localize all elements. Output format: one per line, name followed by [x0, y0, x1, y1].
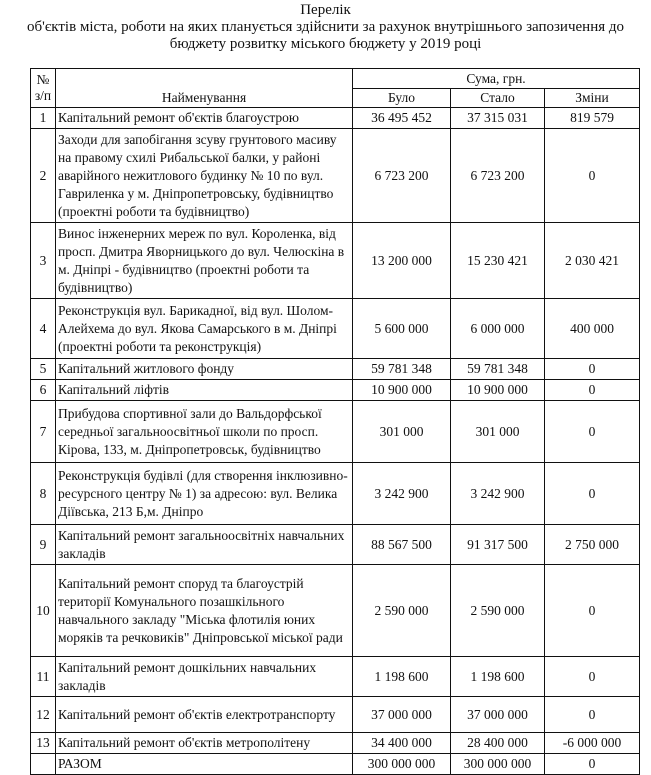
- row-was: 2 590 000: [353, 565, 451, 657]
- total-row: [31, 754, 640, 775]
- row-number: 2: [31, 129, 56, 223]
- header-was: Було: [353, 89, 451, 108]
- row-name: Капітальний ремонт об'єктів електротранспорту: [56, 697, 353, 733]
- row-became: 1 198 600: [451, 657, 545, 697]
- total-became: 300 000 000: [451, 754, 545, 775]
- objects-table: [30, 68, 640, 775]
- row-became: 10 900 000: [451, 380, 545, 401]
- total-label: РАЗОМ: [56, 754, 353, 775]
- row-changes: 0: [545, 401, 640, 463]
- row-became: 91 317 500: [451, 525, 545, 565]
- row-became: 37 000 000: [451, 697, 545, 733]
- header-sum: Сума, грн.: [353, 69, 640, 89]
- table-row: [31, 565, 640, 657]
- row-name: Капітальний ремонт загальноосвітніх навчальних закладів: [56, 525, 353, 565]
- table-row: [31, 380, 640, 401]
- row-became: 6 723 200: [451, 129, 545, 223]
- row-was: 301 000: [353, 401, 451, 463]
- row-became: 15 230 421: [451, 223, 545, 299]
- row-was: 88 567 500: [353, 525, 451, 565]
- header-number-line-1: №: [36, 72, 50, 87]
- table-row: [31, 657, 640, 697]
- row-became: 3 242 900: [451, 463, 545, 525]
- row-number: 12: [31, 697, 56, 733]
- row-changes: 0: [545, 463, 640, 525]
- row-changes: 2 750 000: [545, 525, 640, 565]
- row-name: Заходи для запобігання зсуву грунтового масиву на правому схилі Рибальської балки, у районі аварійного нежитлового будинку № 10 по вул. Гавриленка у м. Дніпропетровську, будівництво (проектні роботи та будівництво): [56, 129, 353, 223]
- row-changes: -6 000 000: [545, 733, 640, 754]
- row-name: Реконструкція будівлі (для створення інклюзивно-ресурсного центру № 1) за адресою: вул. Велика Діївська, 213 Б,м. Дніпро: [56, 463, 353, 525]
- row-number: 10: [31, 565, 56, 657]
- row-became: 28 400 000: [451, 733, 545, 754]
- row-was: 5 600 000: [353, 299, 451, 359]
- row-was: 6 723 200: [353, 129, 451, 223]
- table-row: [31, 299, 640, 359]
- row-was: 13 200 000: [353, 223, 451, 299]
- total-changes: 0: [545, 754, 640, 775]
- row-changes: 0: [545, 565, 640, 657]
- row-became: 2 590 000: [451, 565, 545, 657]
- header-name: Найменування: [56, 69, 353, 108]
- row-name: Прибудова спортивної зали до Вальдорфської середньої загальноосвітньої школи по просп. Кірова, 133, м. Дніпропетровськ, будівництво: [56, 401, 353, 463]
- header-number: [31, 69, 56, 108]
- row-name: Капітальний ремонт споруд та благоустрій території Комунального позашкільного навчального закладу "Міська флотилія юних моряків та речковиків" Дніпровської міської ради: [56, 565, 353, 657]
- row-name: Реконструкція вул. Барикадної, від вул. Шолом-Алейхема до вул. Якова Самарського в м. Дніпрі (проектні роботи та реконструкція): [56, 299, 353, 359]
- row-changes: 0: [545, 697, 640, 733]
- table-row: [31, 108, 640, 129]
- heading-line-3: бюджету розвитку міського бюджету у 2019 році: [169, 36, 482, 52]
- table-row: [31, 733, 640, 754]
- row-name: Капітальний ремонт об'єктів благоустрою: [56, 108, 353, 129]
- row-was: 36 495 452: [353, 108, 451, 129]
- row-changes: 819 579: [545, 108, 640, 129]
- heading-line-2: об'єктів міста, роботи на яких планується здійснити за рахунок внутрішнього запозичення до: [26, 19, 624, 35]
- row-was: 37 000 000: [353, 697, 451, 733]
- table-row: [31, 401, 640, 463]
- row-number: 5: [31, 359, 56, 380]
- row-changes: 2 030 421: [545, 223, 640, 299]
- table-row: [31, 223, 640, 299]
- row-number: 8: [31, 463, 56, 525]
- row-was: 59 781 348: [353, 359, 451, 380]
- table-row: [31, 129, 640, 223]
- row-number: 3: [31, 223, 56, 299]
- row-changes: 0: [545, 129, 640, 223]
- table-row: [31, 697, 640, 733]
- row-became: 301 000: [451, 401, 545, 463]
- row-name: Винос інженерних мереж по вул. Короленка, від просп. Дмитра Яворницького до вул. Челюскіна в м. Дніпрі - будівництво (проектні роботи та будівництво): [56, 223, 353, 299]
- row-name: Капітальний ліфтів: [56, 380, 353, 401]
- row-number: 1: [31, 108, 56, 129]
- header-became: Стало: [451, 89, 545, 108]
- heading-line-1: Перелік: [300, 2, 351, 18]
- total-was: 300 000 000: [353, 754, 451, 775]
- row-number: 7: [31, 401, 56, 463]
- document-heading: [0, 2, 651, 53]
- row-changes: 0: [545, 380, 640, 401]
- row-became: 6 000 000: [451, 299, 545, 359]
- row-became: 37 315 031: [451, 108, 545, 129]
- table-row: [31, 525, 640, 565]
- row-name: Капітальний житлового фонду: [56, 359, 353, 380]
- row-was: 1 198 600: [353, 657, 451, 697]
- row-number: 9: [31, 525, 56, 565]
- total-number: [31, 754, 56, 775]
- table-row: [31, 463, 640, 525]
- row-was: 3 242 900: [353, 463, 451, 525]
- row-changes: 0: [545, 657, 640, 697]
- row-name: Капітальний ремонт об'єктів метрополітену: [56, 733, 353, 754]
- row-number: 4: [31, 299, 56, 359]
- row-was: 34 400 000: [353, 733, 451, 754]
- row-changes: 0: [545, 359, 640, 380]
- row-name: Капітальний ремонт дошкільних навчальних закладів: [56, 657, 353, 697]
- row-changes: 400 000: [545, 299, 640, 359]
- row-number: 11: [31, 657, 56, 697]
- header-number-line-2: з/п: [34, 88, 52, 103]
- row-was: 10 900 000: [353, 380, 451, 401]
- row-number: 13: [31, 733, 56, 754]
- table-row: [31, 359, 640, 380]
- row-became: 59 781 348: [451, 359, 545, 380]
- header-changes: Зміни: [545, 89, 640, 108]
- row-number: 6: [31, 380, 56, 401]
